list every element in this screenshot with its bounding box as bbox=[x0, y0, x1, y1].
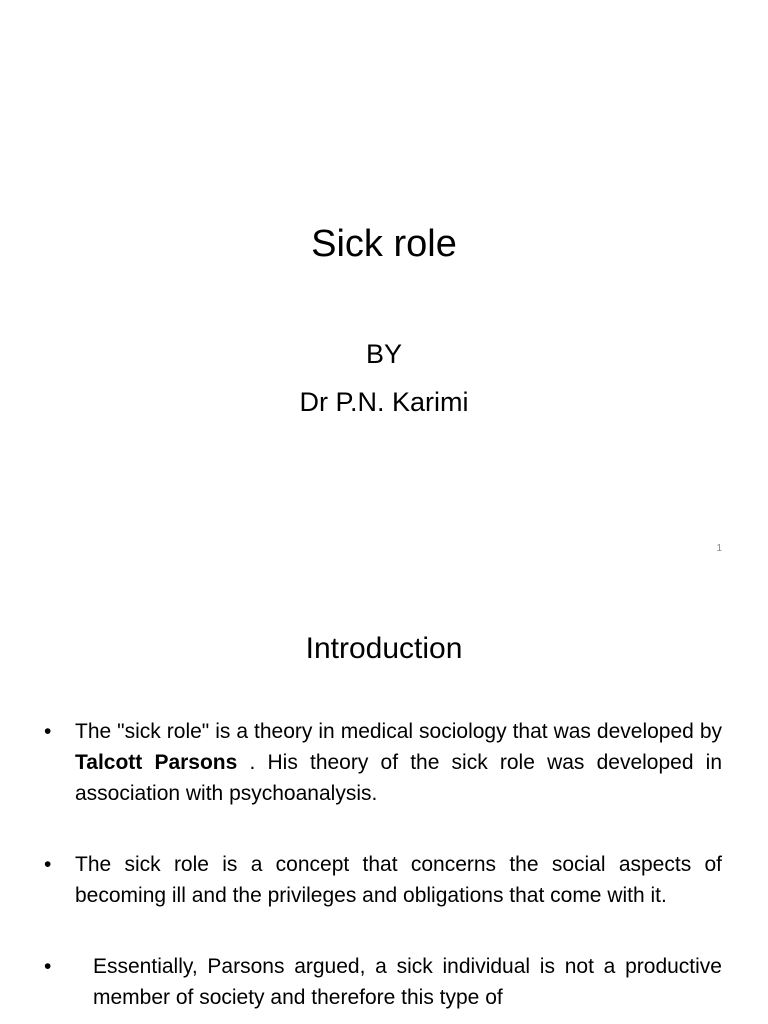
bullet-text: The sick role is a concept that concerns the social aspects of becoming ill and the privileges and obligations that come with it. bbox=[75, 853, 722, 907]
bullet-text-part: The "sick role" is a theory in medical sociology that was developed by bbox=[75, 720, 722, 743]
section-title: Introduction bbox=[305, 632, 463, 665]
bullet-icon: • bbox=[44, 955, 52, 978]
bullet-list bbox=[44, 716, 722, 1024]
bullet-text: Essentially, Parsons argued, a sick individual is not a productive member of society and therefore this type of bbox=[93, 955, 722, 1009]
slide-subtitle bbox=[0, 330, 768, 426]
slide-title: Sick role bbox=[311, 223, 457, 265]
bullet-text bbox=[75, 720, 722, 805]
bullet-icon: • bbox=[44, 720, 52, 743]
bullet-item bbox=[44, 951, 722, 1013]
bullet-icon: • bbox=[44, 853, 52, 876]
bullet-bold-name: Talcott Parsons bbox=[75, 751, 238, 774]
slide-2 bbox=[0, 576, 768, 1024]
bullet-item bbox=[44, 849, 722, 911]
bullet-text-part: . His theory of the sick role was developed in association with psychoanalysis. bbox=[75, 751, 723, 805]
slide-number: 1 bbox=[716, 543, 722, 554]
bullet-item bbox=[44, 716, 722, 809]
subtitle-by: BY bbox=[365, 339, 403, 369]
subtitle-author: Dr P.N. Karimi bbox=[299, 387, 469, 417]
